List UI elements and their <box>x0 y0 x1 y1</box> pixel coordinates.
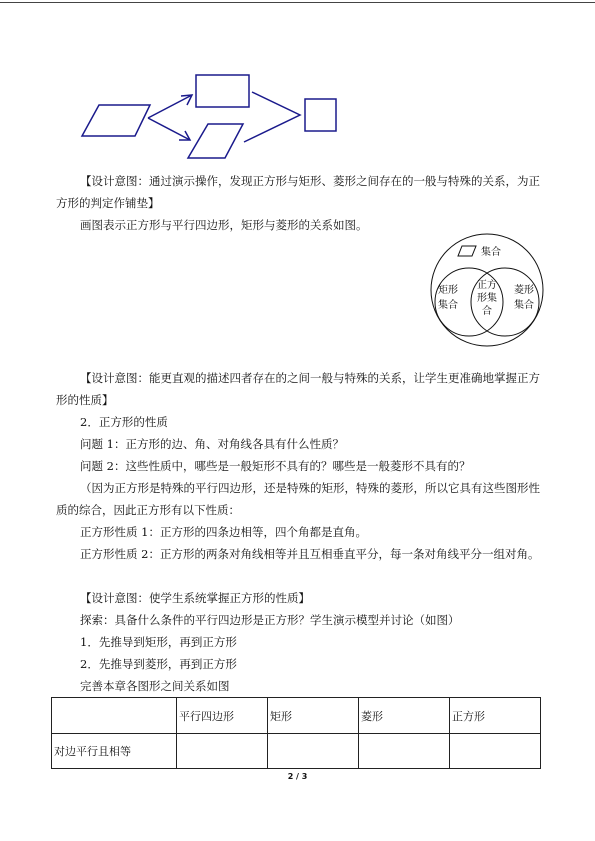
rectangle-set-label-2: 集合 <box>438 300 458 311</box>
arrow-to-rectangle <box>148 95 192 118</box>
shape-flow-diagram <box>0 0 595 170</box>
design-note-3: 【设计意图：使学生系统掌握正方形的性质】 <box>80 591 310 605</box>
arrow-to-rhombus <box>148 118 190 140</box>
table-header-cell <box>52 698 177 734</box>
table-cell <box>177 734 268 769</box>
table-intro: 完善本章各图形之间关系如图 <box>80 679 230 693</box>
step-1: 1．先推导到矩形，再到正方形 <box>80 635 237 649</box>
rectangle-shape <box>196 75 249 107</box>
table-row <box>52 734 541 769</box>
section-heading: 2．正方形的性质 <box>80 415 168 429</box>
table-header-row <box>52 698 541 734</box>
square-set-label-2: 形集 <box>477 293 497 304</box>
rectangle-set-label-1: 矩形 <box>438 285 458 296</box>
arrows-to-square <box>244 92 300 142</box>
square-set-label-1: 正方 <box>477 280 497 291</box>
table-header-cell: 矩形 <box>268 698 359 734</box>
square-set-label-3: 合 <box>482 306 492 317</box>
square-shape <box>305 99 336 131</box>
square-property-2: 正方形性质 2：正方形的两条对角线相等并且互相垂直平分，每一条对角线平分一组对角。 <box>80 547 540 561</box>
explanation-text: （因为正方形是特殊的平行四边形，还是特殊的矩形，特殊的菱形，所以它具有这些图形性质的综合，因此正方形有以下性质： <box>56 481 540 517</box>
page-number: 2 / 3 <box>287 772 308 781</box>
rhombus-shape <box>188 124 243 158</box>
square-property-1: 正方形性质 1：正方形的四条边相等，四个角都是直角。 <box>80 525 367 539</box>
table-cell <box>450 734 541 769</box>
table-header-cell: 菱形 <box>359 698 450 734</box>
table-header-cell: 平行四边形 <box>177 698 268 734</box>
intro-text: 画图表示正方形与平行四边形，矩形与菱形的关系如图。 <box>80 218 368 232</box>
question-2: 问题 2：这些性质中，哪些是一般矩形不具有的？哪些是一般菱形不具有的？ <box>80 459 471 473</box>
parallelogram-shape <box>82 105 150 136</box>
table-cell <box>359 734 450 769</box>
parallelogram-icon <box>458 246 476 256</box>
step-2: 2．先推导到菱形，再到正方形 <box>80 657 237 671</box>
table-header-cell: 正方形 <box>450 698 541 734</box>
question-1: 问题 1：正方形的边、角、对角线各具有什么性质？ <box>80 437 344 451</box>
design-note-1: 【设计意图：通过演示操作，发现正方形与矩形、菱形之间存在的一般与特殊的关系，为正方形的判定作铺垫】 <box>56 174 540 210</box>
exploration-text: 探索：具备什么条件的平行四边形是正方形？学生演示模型并讨论（如图） <box>80 613 460 627</box>
design-note-2: 【设计意图：能更直观的描述四者存在的之间一般与特殊的关系，让学生更准确地掌握正方形的性质】 <box>56 371 540 407</box>
rhombus-set-label-1: 菱形 <box>514 285 534 296</box>
table-row-label: 对边平行且相等 <box>52 734 177 769</box>
venn-diagram <box>423 232 553 350</box>
rhombus-set-label-2: 集合 <box>514 300 534 311</box>
outer-set-label: 集合 <box>481 247 501 258</box>
table-cell <box>268 734 359 769</box>
shape-relation-table <box>51 697 541 769</box>
